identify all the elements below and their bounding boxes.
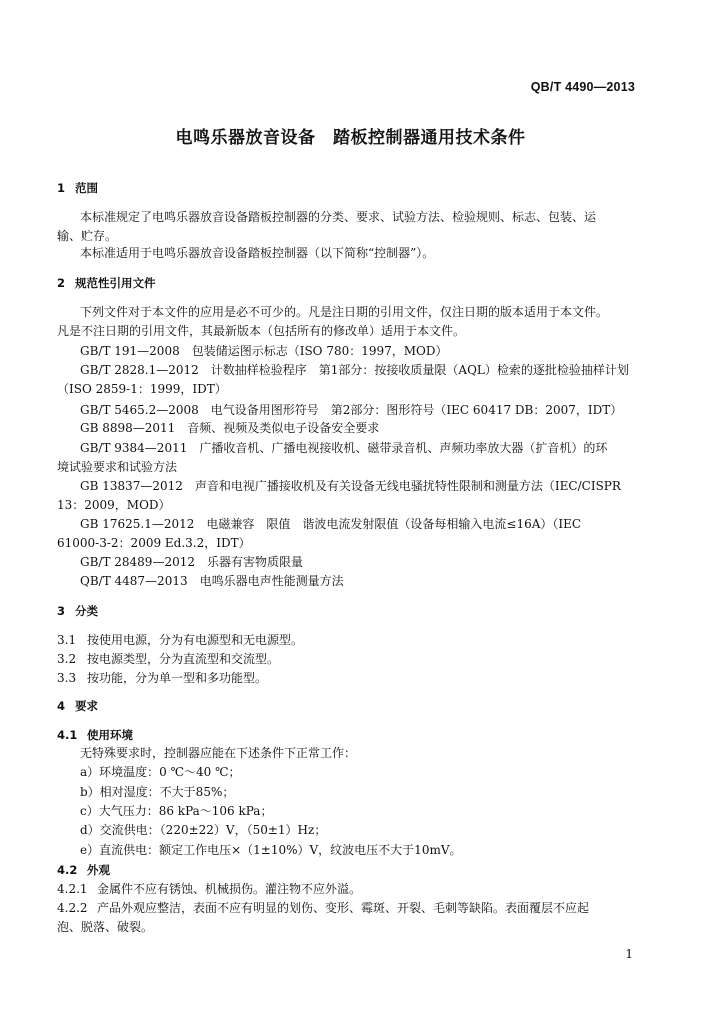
clause-text: 产品外观应整洁，表面不应有明显的划伤、变形、霉斑、开裂、毛刺等缺陷。表面覆层不应起: [97, 901, 590, 915]
list-item: c）大气压力：86 kPa～106 kPa；: [80, 804, 273, 818]
reference-item: GB 17625.1—2012 电磁兼容 限值 谐波电流发射限值（设备每相输入电流≤16A）（IEC: [80, 517, 582, 531]
clause-text: 按功能，分为单一型和多功能型。: [87, 671, 268, 685]
reference-item: GB 8898—2011 音频、视频及类似电子设备安全要求: [80, 421, 380, 435]
reference-item-cont: （ISO 2859-1：1999，IDT）: [57, 382, 227, 396]
section-title: 分类: [75, 604, 98, 618]
clause-number: 4.2: [57, 863, 78, 877]
paragraph-line: 凡是不注日期的引用文件，其最新版本（包括所有的修改单）适用于本文件。: [57, 324, 466, 338]
reference-item: GB 13837—2012 声音和电视广播接收机及有关设备无线电骚扰特性限制和测量方法（IEC/CISPR: [80, 479, 621, 493]
paragraph-line: 本标准规定了电鸣乐器放音设备踏板控制器的分类、要求、试验方法、检验规则、标志、包装、运: [80, 210, 597, 224]
clause-number: 4.2.2: [57, 901, 88, 915]
section-title: 范围: [75, 181, 98, 195]
section-4-heading: [57, 698, 98, 714]
page-number: 1: [625, 947, 633, 961]
list-item: e）直流供电：额定工作电压×（1±10%）V，纹波电压不大于10mV。: [80, 843, 462, 857]
section-2-heading: [57, 275, 156, 291]
standard-code: QB/T 4490—2013: [530, 80, 635, 94]
section-number: 4: [57, 699, 66, 713]
list-item: d）交流供电：（220±22）V，（50±1）Hz；: [80, 823, 327, 837]
reference-item: GB/T 28489—2012 乐器有害物质限量: [80, 555, 303, 569]
subsection-4-1-heading: [57, 727, 133, 743]
reference-item-cont: 61000-3-2：2009 Ed.3.2，IDT）: [57, 536, 251, 550]
section-1-heading: [57, 180, 98, 196]
section-title: 规范性引用文件: [75, 276, 156, 290]
clause-item: [57, 651, 279, 667]
clause-number: 4.1: [57, 728, 78, 742]
clause-item: [57, 900, 589, 916]
list-item: a）环境温度：0 ℃～40 ℃；: [80, 765, 241, 779]
reference-item: GB/T 2828.1—2012 计数抽样检验程序 第1部分：按接收质量限（AQL）检索的逐批检验抽样计划: [80, 363, 629, 377]
reference-item: GB/T 9384—2011 广播收音机、广播电视接收机、磁带录音机、声频功率放大器（扩音机）的环: [80, 441, 608, 455]
clause-text: 按电源类型，分为直流型和交流型。: [87, 652, 280, 666]
paragraph-line: 输、贮存。: [57, 229, 118, 243]
reference-item: GB/T 5465.2—2008 电气设备用图形符号 第2部分：图形符号（IEC 60417 DB：2007，IDT）: [80, 403, 623, 417]
clause-text: 金属件不应有锈蚀、机械损伤。灌注物不应外溢。: [97, 882, 362, 896]
clause-title: 使用环境: [87, 728, 133, 742]
clause-title: 外观: [87, 863, 110, 877]
section-3-heading: [57, 603, 98, 619]
section-title: 要求: [75, 699, 98, 713]
clause-number: 3.2: [57, 652, 77, 666]
reference-item: GB/T 191—2008 包装储运图示标志（ISO 780：1997，MOD）: [80, 344, 448, 358]
clause-number: 3.3: [57, 671, 77, 685]
list-item: b）相对湿度：不大于85%；: [80, 785, 235, 799]
clause-number: 4.2.1: [57, 882, 88, 896]
section-number: 2: [57, 276, 66, 290]
paragraph-line: 下列文件对于本文件的应用是必不可少的。凡是注日期的引用文件，仅注日期的版本适用于本文件。: [80, 305, 609, 319]
paragraph-line: 泡、脱落、破裂。: [57, 920, 154, 934]
subsection-4-2-heading: [57, 862, 110, 878]
section-number: 1: [57, 181, 66, 195]
clause-item: [57, 670, 267, 686]
paragraph-line: 无特殊要求时，控制器应能在下述条件下正常工作：: [80, 746, 357, 760]
clause-item: [57, 632, 303, 648]
clause-text: 按使用电源，分为有电源型和无电源型。: [87, 633, 304, 647]
clause-number: 3.1: [57, 633, 77, 647]
reference-item-cont: 13：2009，MOD）: [57, 498, 171, 512]
reference-item: QB/T 4487—2013 电鸣乐器电声性能测量方法: [80, 574, 344, 588]
paragraph-line: 本标准适用于电鸣乐器放音设备踏板控制器（以下简称“控制器”）。: [80, 246, 435, 260]
clause-item: [57, 881, 361, 897]
section-number: 3: [57, 604, 66, 618]
reference-item-cont: 境试验要求和试验方法: [57, 460, 178, 474]
document-title: 电鸣乐器放音设备 踏板控制器通用技术条件: [175, 128, 526, 148]
